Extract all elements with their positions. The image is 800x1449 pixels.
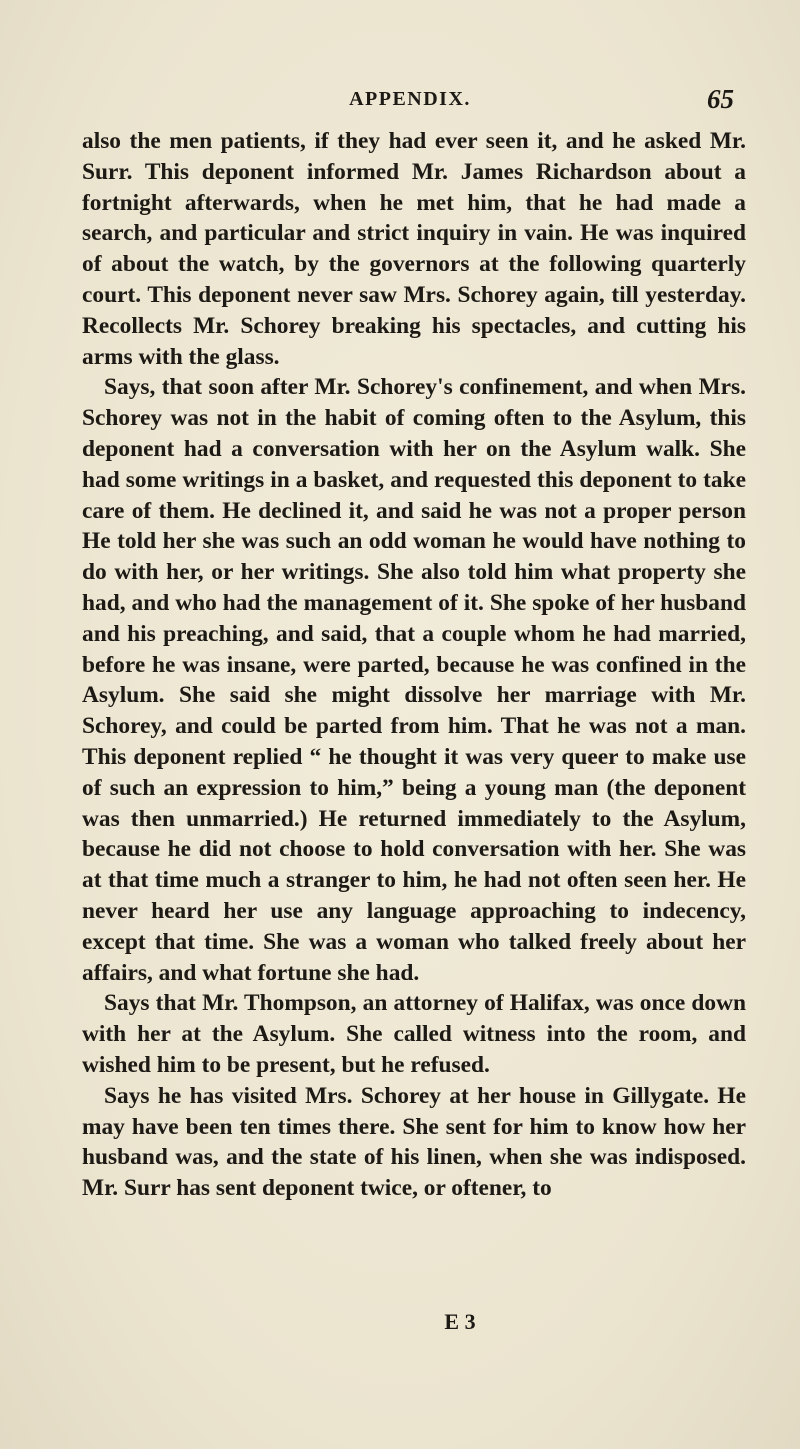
signature-text: E 3	[444, 1309, 476, 1334]
page-number: 65	[707, 84, 734, 114]
body-text	[82, 126, 746, 1204]
paragraph-2: Says, that soon after Mr. Schorey's confinement, and when Mrs. Schorey was not in the habit of coming often to the Asylum, this deponent had a conversation with her on the Asylum walk. She had some writings in a basket, and requested this deponent to take care of them. He declined it, and said he was not a proper person He told her she was such an odd woman he would have nothing to do with her, or her writings. She also told him what property she had, and who had the management of it. She spoke of her husband and his preaching, and said, that a couple whom he had married, before he was insane, were parted, because he was confined in the Asylum. She said she might dissolve her marriage with Mr. Schorey, and could be parted from him. That he was not a man. This deponent replied “ he thought it was very queer to make use of such an expression to him,” being a young man (the deponent was then unmarried.) He returned immediately to the Asylum, because he did not choose to hold conversation with her. She was at that time much a stranger to him, he had not often seen her. He never heard her use any language approaching to indecency, except that time. She was a woman who talked freely about her affairs, and what fortune she had.	[82, 374, 746, 986]
paragraph-3: Says that Mr. Thompson, an attorney of Halifax, was once down with her at the Asylum. She called witness into the room, and wished him to be present, but he refused.	[82, 990, 746, 1078]
paragraph-1: also the men patients, if they had ever seen it, and he asked Mr. Surr. This deponent informed Mr. James Richardson about a fortnight afterwards, when he met him, that he had made a search, and particular and strict inquiry in vain. He was inquired of about the watch, by the governors at the following quarterly court. This deponent never saw Mrs. Schorey again, till yesterday. Recollects Mr. Schorey breaking his spectacles, and cutting his arms with the glass.	[82, 128, 746, 370]
signature-mark	[0, 1309, 800, 1335]
page-header	[80, 84, 740, 118]
running-head: APPENDIX.	[349, 88, 471, 110]
paragraph-4: Says he has visited Mrs. Schorey at her house in Gillygate. He may have been ten times there. She sent for him to know how her husband was, and the state of his linen, when she was indisposed. Mr. Surr has sent deponent twice, or oftener, to	[82, 1082, 746, 1202]
